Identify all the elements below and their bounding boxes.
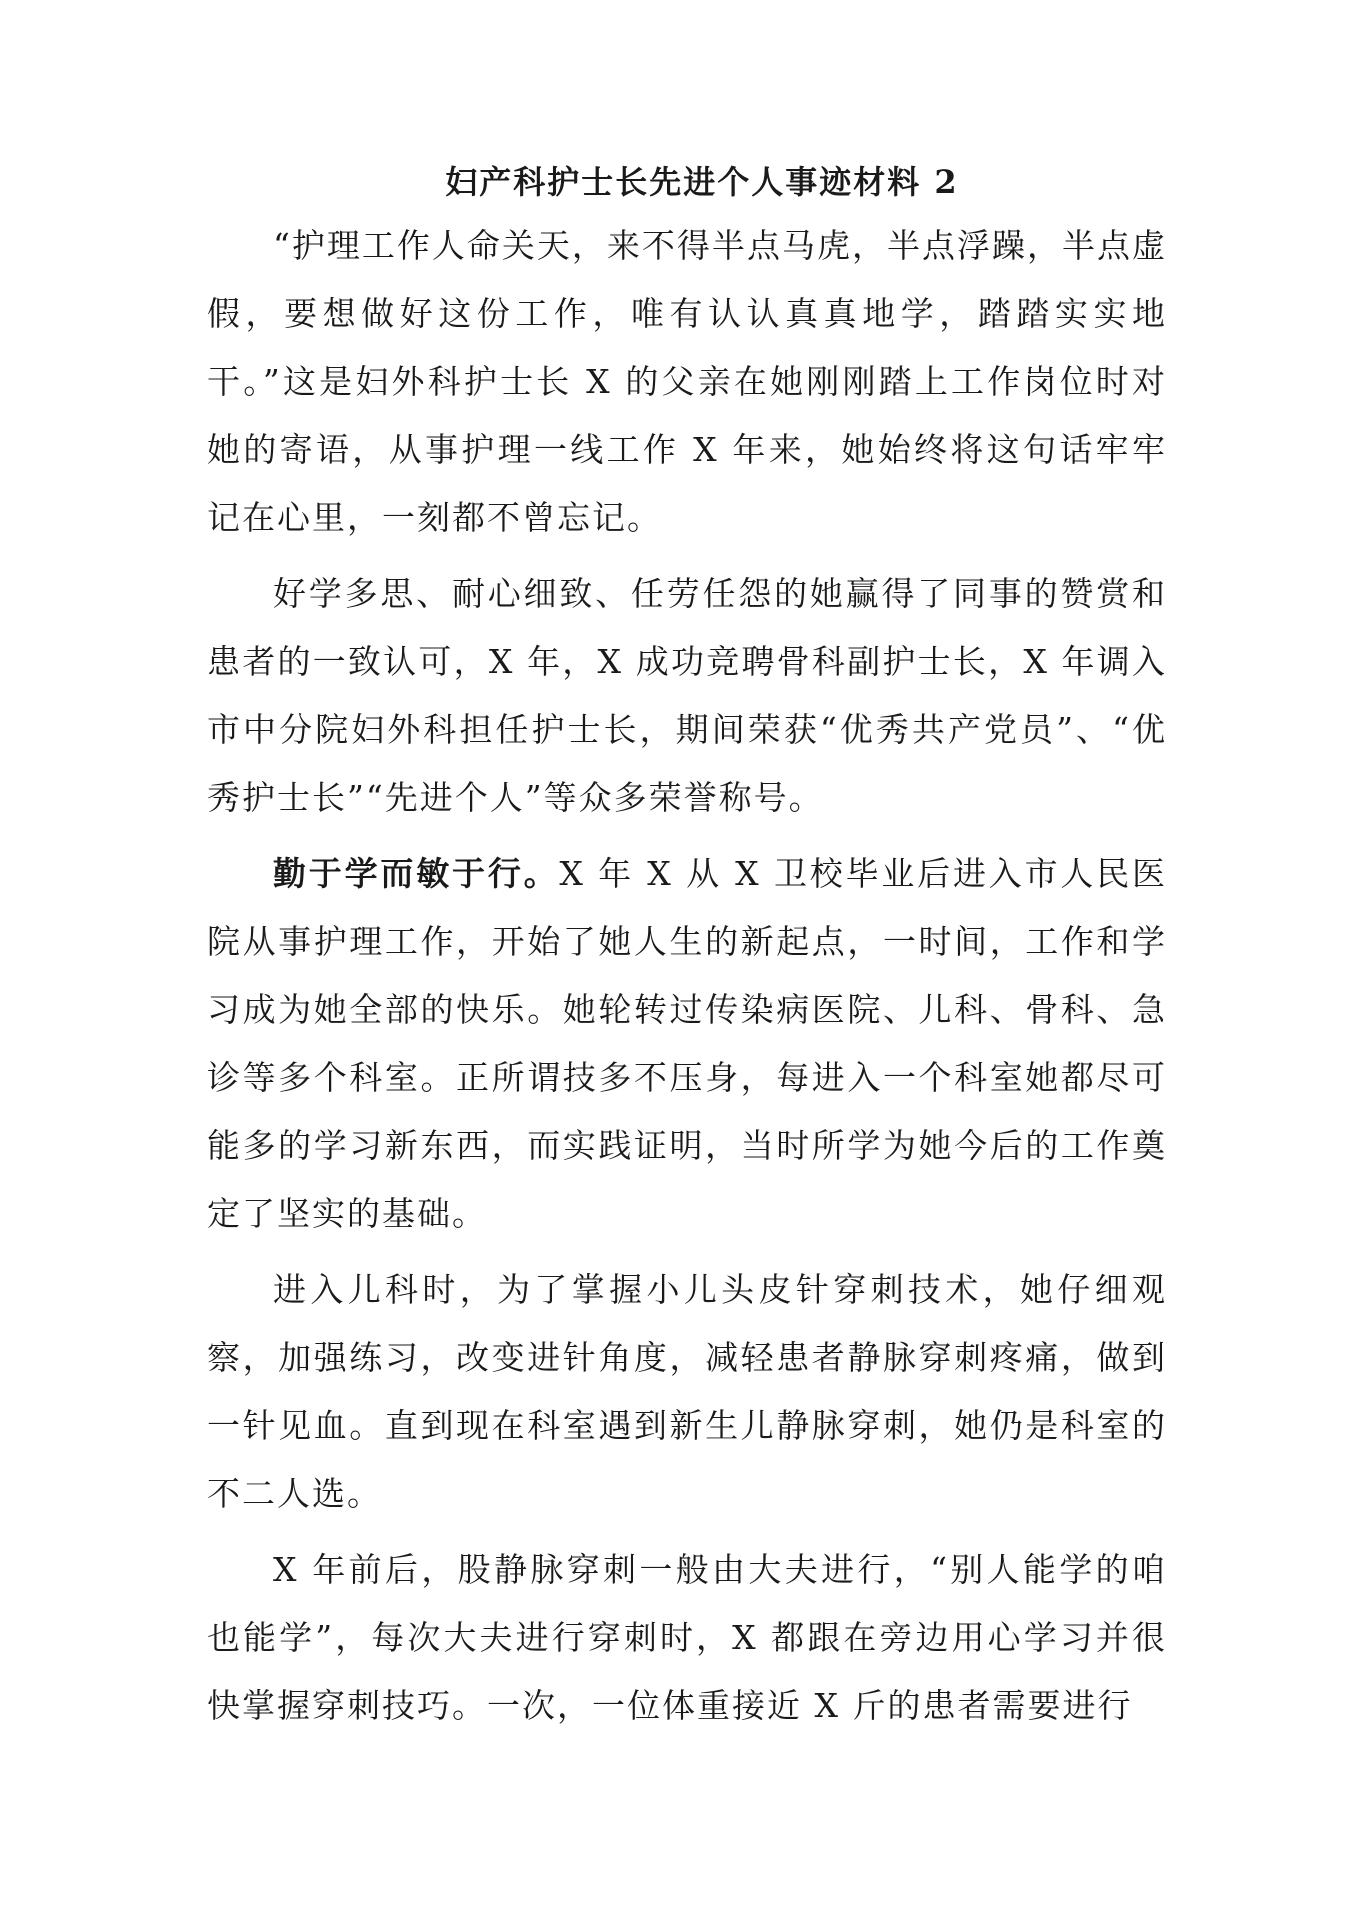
paragraph-5 (207, 1536, 1167, 1740)
paragraph-1 (207, 212, 1167, 552)
document-title: 妇产科护士长先进个人事迹材料 2 (445, 163, 959, 201)
paragraph-text: X 年 X 从 X 卫校毕业后进入市人民医院从事护理工作，开始了她人生的新起点，一时间，工作和学习成为她全部的快乐。她轮转过传染病医院、儿科、骨科、急诊等多个科室。正所谓技多不压身，每进入一个科室她都尽可能多的学习新东西，而实践证明，当时所学为她今后的工作奠定了坚实的基础。 (207, 854, 1167, 1233)
document-body (207, 152, 1167, 1740)
paragraph-lead: 勤于学而敏于行。 (273, 854, 560, 893)
paragraph-4 (207, 1256, 1167, 1528)
paragraph-text: “护理工作人命关天，来不得半点马虎，半点浮躁，半点虚假，要想做好这份工作，唯有认认真真地学，踏踏实实地干。”这是妇外科护士长 X 的父亲在她刚刚踏上工作岗位时对她的寄语，从事护理一线工作 X 年来，她始终将这句话牢牢记在心里，一刻都不曾忘记。 (207, 226, 1167, 537)
paragraph-text: X 年前后，股静脉穿刺一般由大夫进行，“别人能学的咱也能学”，每次大夫进行穿刺时，X 都跟在旁边用心学习并很快掌握穿刺技巧。一次，一位体重接近 X 斤的患者需要进行 (207, 1550, 1167, 1725)
paragraph-text: 好学多思、耐心细致、任劳任怨的她赢得了同事的赞赏和患者的一致认可，X 年，X 成功竞聘骨科副护士长，X 年调入市中分院妇外科担任护士长，期间荣获“优秀共产党员”、“优秀护士长”“先进个人”等众多荣誉称号。 (207, 574, 1167, 817)
paragraph-text: 进入儿科时，为了掌握小儿头皮针穿刺技术，她仔细观察，加强练习，改变进针角度，减轻患者静脉穿刺疼痛，做到一针见血。直到现在科室遇到新生儿静脉穿刺，她仍是科室的不二人选。 (207, 1270, 1167, 1513)
paragraph-2 (207, 560, 1167, 832)
paragraph-3 (207, 840, 1167, 1248)
